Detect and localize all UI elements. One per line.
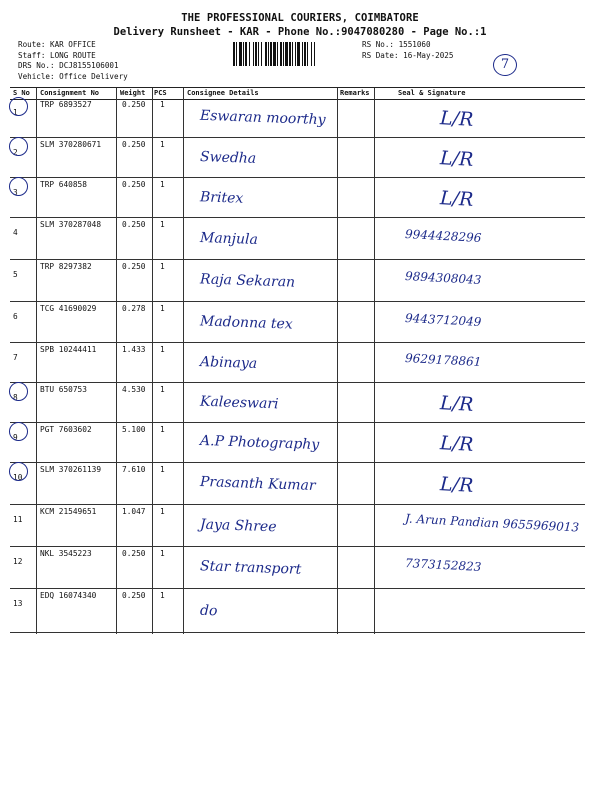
row-number-cell: [13, 465, 22, 484]
col-remarks: Remarks: [340, 89, 370, 97]
pieces-count: 1: [160, 385, 165, 394]
consignment-number: PGT 7603602: [40, 425, 92, 434]
consignee-name: Manjula: [199, 229, 259, 249]
runsheet-title: Delivery Runsheet - KAR - Phone No.:9047080280 - Page No.:1: [113, 26, 487, 38]
pieces-count: 1: [160, 304, 165, 313]
weight-value: 0.250: [122, 100, 146, 109]
consignment-number: SLM 370280671: [40, 140, 102, 149]
consignee-name: A.P Photography: [199, 432, 320, 454]
consignee-name: Raja Sekaran: [199, 271, 296, 291]
table-row: [10, 260, 585, 302]
row-number: 9: [13, 433, 18, 442]
consignment-number: SLM 370287048: [40, 220, 102, 229]
weight-value: 0.250: [122, 591, 146, 600]
table-row: [10, 138, 585, 178]
row-number: 8: [13, 393, 18, 402]
rs-date: RS Date: 16-May-2025: [362, 50, 454, 60]
row-number-cell: [13, 140, 18, 159]
weight-value: 5.100: [122, 425, 146, 434]
weight-value: 1.047: [122, 507, 146, 516]
col-consignee: Consignee Details: [187, 89, 259, 97]
row-number-cell: [13, 180, 18, 199]
row-number-cell: [13, 425, 18, 444]
seal-signature: L/R: [439, 473, 474, 497]
seal-signature: L/R: [439, 432, 474, 456]
row-number: 13: [13, 599, 23, 608]
route-info: [18, 40, 128, 82]
row-number-cell: [13, 385, 18, 404]
weight-value: 0.250: [122, 262, 146, 271]
seal-signature: L/R: [439, 107, 474, 131]
consignment-number: TRP 640858: [40, 180, 87, 189]
rs-number: RS No.: 1551060: [362, 40, 431, 49]
row-number: 7: [13, 353, 18, 362]
table-row: [10, 423, 585, 463]
seal-signature: 9443712049: [404, 310, 482, 329]
consignment-number: NKL 3545223: [40, 549, 92, 558]
seal-signature: L/R: [439, 187, 474, 211]
row-number: 4: [13, 228, 18, 237]
weight-value: 0.250: [122, 140, 146, 149]
seal-signature: 7373152823: [404, 556, 482, 574]
consignee-name: Star transport: [199, 558, 302, 578]
col-sno: S No: [13, 89, 30, 97]
circle-mark: [9, 177, 28, 196]
col-consignment: Consignment No: [40, 89, 100, 97]
weight-value: 0.250: [122, 180, 146, 189]
col-seal: Seal & Signature: [398, 89, 466, 97]
consignment-number: BTU 650753: [40, 385, 87, 394]
pieces-count: 1: [160, 591, 165, 600]
seal-signature: J. Arun Pandian 9655969013: [404, 511, 580, 535]
seal-signature: L/R: [439, 392, 474, 416]
consignee-name: Prasanth Kumar: [199, 473, 316, 495]
table-row: [10, 505, 585, 547]
consignee-name: Britex: [199, 189, 244, 207]
row-number-cell: [13, 549, 22, 568]
pieces-count: 1: [160, 507, 165, 516]
row-number: 5: [13, 270, 18, 279]
consignee-name: Abinaya: [199, 354, 258, 372]
consignment-number: TRP 8297382: [40, 262, 92, 271]
barcode: [233, 42, 355, 66]
vehicle-label: Vehicle: Office Delivery: [18, 71, 128, 81]
row-number: 6: [13, 312, 18, 321]
circle-mark: [9, 97, 28, 116]
consignee-name: do: [199, 602, 218, 620]
consignment-number: SLM 370261139: [40, 465, 102, 474]
consignment-number: SPB 10244411: [40, 345, 97, 354]
page-mark: 7: [493, 54, 517, 76]
seal-signature: 9944428296: [404, 227, 482, 245]
table-row: [10, 98, 585, 138]
row-number: 10: [13, 473, 23, 482]
consignee-name: Madonna tex: [199, 312, 293, 333]
circle-mark: [9, 382, 28, 401]
drs-number: DRS No.: DCJ8155106001: [18, 61, 119, 70]
table-row: [10, 302, 585, 343]
company-title: THE PROFESSIONAL COURIERS, COIMBATORE: [181, 12, 419, 24]
weight-value: 0.278: [122, 304, 146, 313]
row-separator: [10, 632, 585, 633]
pieces-count: 1: [160, 220, 165, 229]
consignment-number: TCG 41690029: [40, 304, 97, 313]
rs-info: [362, 40, 453, 61]
table-row: [10, 218, 585, 260]
seal-signature: 9629178861: [404, 351, 482, 369]
pieces-count: 1: [160, 262, 165, 271]
route-label: Route: KAR OFFICE: [18, 40, 96, 49]
row-number-cell: [13, 591, 22, 610]
row-number-cell: [13, 304, 18, 323]
pieces-count: 1: [160, 465, 165, 474]
row-number: 1: [13, 108, 18, 117]
weight-value: 4.530: [122, 385, 146, 394]
seal-signature: 9894308043: [404, 269, 482, 287]
table-row: [10, 589, 585, 633]
staff-label: Staff: LONG ROUTE: [18, 50, 96, 60]
table-row: [10, 463, 585, 505]
row-number-cell: [13, 100, 18, 119]
pieces-count: 1: [160, 140, 165, 149]
row-number-cell: [13, 507, 22, 526]
circle-mark: [9, 462, 28, 481]
weight-value: 0.250: [122, 220, 146, 229]
weight-value: 1.433: [122, 345, 146, 354]
consignment-number: TRP 6893527: [40, 100, 92, 109]
row-number-cell: [13, 220, 18, 239]
consignment-number: EDQ 16074340: [40, 591, 97, 600]
weight-value: 7.610: [122, 465, 146, 474]
table-row: [10, 547, 585, 589]
consignee-name: Jaya Shree: [199, 516, 277, 536]
circle-mark: [9, 422, 28, 441]
col-pcs: PCS: [154, 89, 167, 97]
pieces-count: 1: [160, 345, 165, 354]
row-number: 3: [13, 188, 18, 197]
pieces-count: 1: [160, 549, 165, 558]
row-number: 12: [13, 557, 23, 566]
table-row: [10, 383, 585, 423]
row-number: 2: [13, 148, 18, 157]
consignee-name: Swedha: [199, 149, 257, 167]
pieces-count: 1: [160, 100, 165, 109]
pieces-count: 1: [160, 425, 165, 434]
col-weight: Weight: [120, 89, 146, 97]
circle-mark: [9, 137, 28, 156]
pieces-count: 1: [160, 180, 165, 189]
seal-signature: L/R: [439, 147, 474, 171]
row-number-cell: [13, 262, 18, 281]
weight-value: 0.250: [122, 549, 146, 558]
consignee-name: Kaleeswari: [199, 393, 279, 413]
row-number-cell: [13, 345, 18, 364]
consignment-number: KCM 21549651: [40, 507, 97, 516]
table-row: [10, 343, 585, 383]
row-number: 11: [13, 515, 23, 524]
consignee-name: Eswaran moorthy: [199, 107, 326, 129]
table-row: [10, 178, 585, 218]
